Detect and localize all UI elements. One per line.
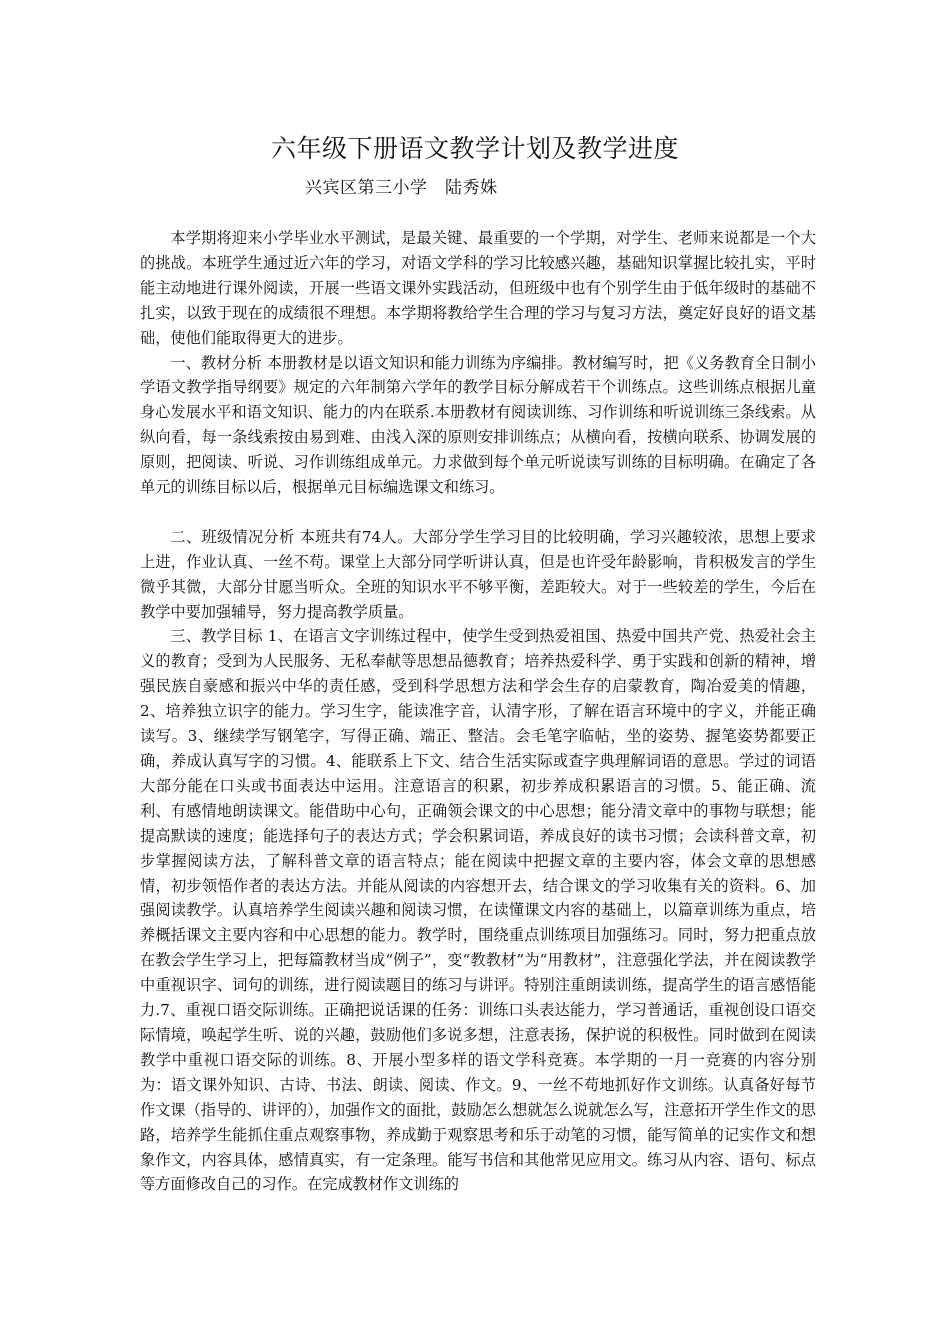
paragraph-teaching-goals: 三、教学目标 1、在语言文字训练过程中，使学生受到热爱祖国、热爱中国共产党、热爱社会主义的教育；受到为人民服务、无私奉献等思想品德教育；培养热爱科学、勇于实践和创新的精神，增强民族自豪感和振兴中华的责任感，受到科学思想方法和学会生存的启蒙教育，陶冶爱美的情趣， 2、培养独立识字的能力。学习生字，能读准字音，认清字形，了解在语言环境中的字义，并能正确读写。3、继续学写钢笔字，写得正确、端正、整洁。会毛笔字临帖，坐的姿势、握笔姿势都要正确，养成认真写字的习惯。4、能联系上下文、结合生活实际或查字典理解词语的意思。学过的词语大部分能在口头或书面表达中运用。注意语言的积累，初步养成积累语言的习惯。5、能正确、流利、有感情地朗读课文。能借助中心句，正确领会课文的中心思想；能分清文章中的事物与联想；能提高默读的速度；能选择句子的表达方式；学会积累词语，养成良好的读书习惯；会读科普文章，初步掌握阅读方法，了解科普文章的语言特点；能在阅读中把握文章的主要内容，体会文章的思想感情，初步领悟作者的表达方法。并能从阅读的内容想开去，结合课文的学习收集有关的资料。6、加强阅读教学。认真培养学生阅读兴趣和阅读习惯，在读懂课文内容的基础上，以篇章训练为重点，培养概括课文主要内容和中心思想的能力。教学时，围绕重点训练项目加强练习。同时，努力把重点放在教会学生学习上，把每篇教材当成“例子”，变“教教材”为“用教材”，注意强化学法，并在阅读教学中重视识字、词句的训练，进行阅读题目的练习与讲评。特别注重朗读训练，提高学生的语言感悟能力.7、重视口语交际训练。正确把说话课的任务：训练口头表达能力，学习普通话，重视创设口语交际情境，唤起学生听、说的兴趣，鼓励他们多说多想，注意表扬，保护说的积极性。同时做到在阅读教学中重视口语交际的训练。8、开展小型多样的语文学科竞赛。本学期的一月一竞赛的内容分别为：语文课外知识、古诗、书法、朗读、阅读、作文。9、一丝不苟地抓好作文训练。认真备好每节作文课（指导的、讲评的），加强作文的面批，鼓励怎么想就怎么说就怎么写，注意拓开学生作文的思路，培养学生能抓住重点观察事物，养成勤于观察思考和乐于动笔的习惯，能写简单的记实作文和想象作文，内容具体，感情真实，有一定条理。能写书信和其他常见应用文。练习从内容、语句、标点等方面修改自己的习作。在完成教材作文训练的 xyxy=(140,627,816,1194)
document-title: 六年级下册语文教学计划及教学进度 xyxy=(270,134,679,163)
document-author: 兴宾区第三小学 陆秀姝 xyxy=(305,178,498,198)
document-body xyxy=(140,226,816,1197)
paragraph-class-analysis: 二、班级情况分析 本班共有74人。大部分学生学习目的比较明确，学习兴趣较浓，思想上要求上进，作业认真、一丝不苟。课堂上大部分同学听讲认真，但是也许受年龄影响，肯积极发言的学生微乎其微，大部分甘愿当听众。全班的知识水平不够平衡，差距较大。对于一些较差的学生，今后在教学中要加强辅导，努力提高教学质量。 xyxy=(140,527,816,621)
paragraph-textbook-analysis: 一、教材分析 本册教材是以语文知识和能力训练为序编排。教材编写时，把《义务教育全日制小学语文教学指导纲要》规定的六年制第六学年的教学目标分解成若干个训练点。这些训练点根据儿童身心发展水平和语文知识、能力的内在联系.本册教材有阅读训练、习作训练和听说训练三条线索。从纵向看，每一条线索按由易到难、由浅入深的原则安排训练点；从横向看，按横向联系、协调发展的原则，把阅读、听说、习作训练组成单元。力求做到每个单元听说读写训练的目标明确。在确定了各单元的训练目标以后，根据单元目标编选课文和练习。 xyxy=(140,353,816,497)
paragraph-intro: 本学期将迎来小学毕业水平测试，是最关键、最重要的一个学期，对学生、老师来说都是一个大的挑战。本班学生通过近六年的学习，对语文学科的学习比较感兴趣，基础知识掌握比较扎实，平时能主动地进行课外阅读，开展一些语文课外实践活动，但班级中也有个别学生由于低年级时的基础不扎实，以致于现在的成绩很不理想。本学期将教给学生合理的学习与复习方法，奠定好良好的语文基础，使他们能取得更大的进步。 xyxy=(140,229,816,347)
